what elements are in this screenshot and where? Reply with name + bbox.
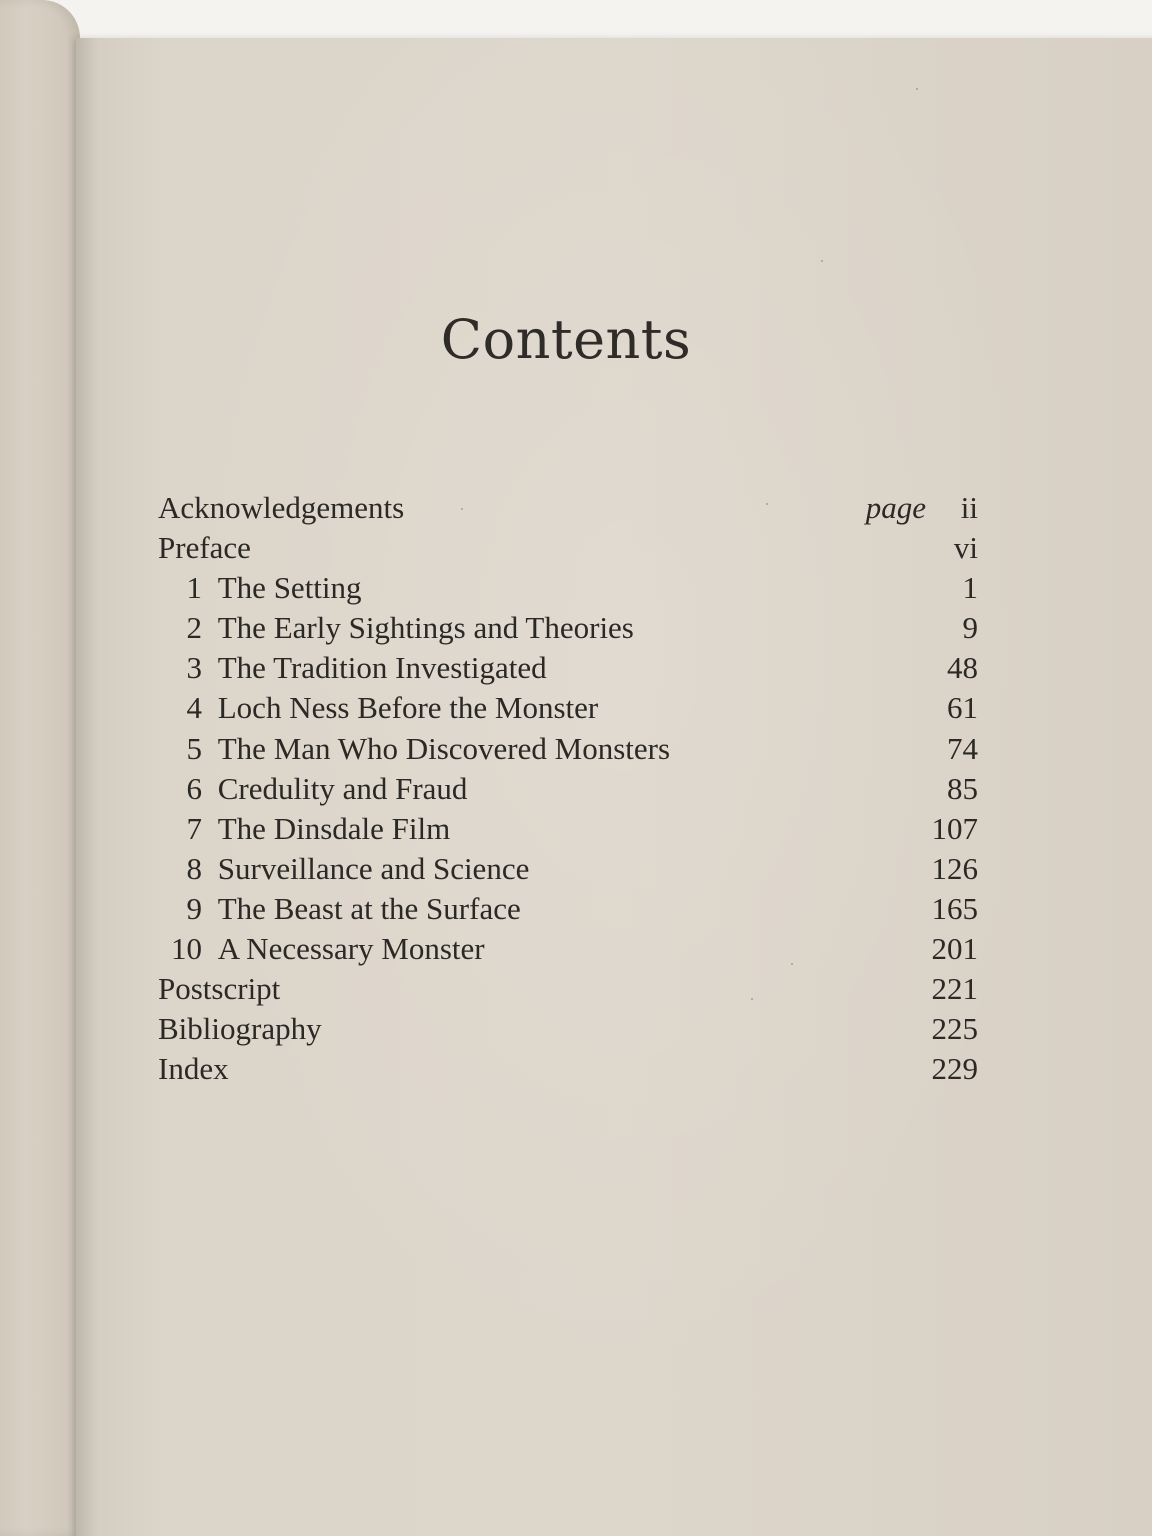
toc-page-number: 61 bbox=[947, 690, 978, 726]
toc-page-number: ii bbox=[960, 490, 978, 525]
toc-title: The Beast at the Surface bbox=[217, 890, 521, 926]
toc-number: 5 bbox=[186, 730, 202, 766]
toc-row-preface bbox=[158, 528, 978, 568]
toc-row-chapter-1 bbox=[158, 568, 978, 608]
toc-row-chapter-9 bbox=[158, 889, 978, 929]
toc-number: 3 bbox=[186, 650, 202, 686]
toc-title: Postscript bbox=[158, 971, 281, 1007]
toc-title: The Setting bbox=[217, 570, 362, 606]
toc-page-number: vi bbox=[953, 530, 978, 566]
paper-speck bbox=[916, 88, 918, 90]
toc-page-number: 126 bbox=[931, 850, 978, 886]
table-of-contents bbox=[158, 488, 978, 1089]
toc-number: 1 bbox=[186, 570, 202, 606]
page-gutter-shadow bbox=[76, 38, 98, 1536]
toc-page-number: 221 bbox=[931, 971, 978, 1007]
book-page bbox=[76, 38, 1152, 1536]
toc-number: 7 bbox=[186, 810, 202, 846]
toc-title: Index bbox=[158, 1051, 229, 1087]
toc-number: 4 bbox=[186, 690, 202, 726]
toc-page-number: 48 bbox=[947, 650, 978, 686]
toc-page-number: 1 bbox=[962, 570, 978, 606]
toc-title: The Dinsdale Film bbox=[217, 810, 451, 846]
toc-row-chapter-3 bbox=[158, 648, 978, 688]
toc-row-chapter-4 bbox=[158, 688, 978, 728]
toc-number: 6 bbox=[186, 770, 202, 806]
toc-row-acknowledgements bbox=[158, 488, 978, 528]
toc-title: The Early Sightings and Theories bbox=[217, 610, 634, 646]
paper-speck bbox=[791, 963, 793, 965]
toc-title: Acknowledgements bbox=[158, 490, 405, 525]
toc-title: Bibliography bbox=[158, 1011, 322, 1047]
toc-number: 10 bbox=[171, 931, 202, 967]
toc-page-number: 229 bbox=[931, 1051, 978, 1087]
toc-page-number: 9 bbox=[962, 610, 978, 646]
toc-row-chapter-7 bbox=[158, 809, 978, 849]
toc-page-number: 74 bbox=[947, 730, 978, 766]
paper-speck bbox=[821, 260, 823, 262]
toc-page-number: 201 bbox=[931, 931, 978, 967]
toc-title: Surveillance and Science bbox=[217, 850, 530, 886]
toc-row-chapter-5 bbox=[158, 729, 978, 769]
toc-row-chapter-8 bbox=[158, 849, 978, 889]
toc-title: Preface bbox=[158, 530, 251, 566]
toc-row-index bbox=[158, 1049, 978, 1089]
toc-title: Credulity and Fraud bbox=[217, 770, 468, 806]
toc-title: A Necessary Monster bbox=[217, 931, 485, 967]
page-label: page bbox=[865, 490, 926, 525]
toc-title: The Man Who Discovered Monsters bbox=[217, 730, 671, 766]
toc-row-chapter-2 bbox=[158, 608, 978, 648]
toc-number: 2 bbox=[186, 610, 202, 646]
toc-number: 9 bbox=[186, 890, 202, 926]
paper-speck bbox=[461, 508, 463, 510]
toc-row-chapter-6 bbox=[158, 769, 978, 809]
toc-page-number: 225 bbox=[931, 1011, 978, 1047]
page-title: Contents bbox=[440, 308, 692, 371]
toc-page-number: 165 bbox=[931, 890, 978, 926]
toc-title: Loch Ness Before the Monster bbox=[217, 690, 599, 726]
toc-row-bibliography bbox=[158, 1009, 978, 1049]
toc-number: 8 bbox=[186, 850, 202, 886]
paper-speck bbox=[751, 998, 753, 1000]
paper-speck bbox=[766, 503, 768, 505]
toc-page-number: 85 bbox=[947, 770, 978, 806]
toc-title: The Tradition Investigated bbox=[217, 650, 547, 686]
toc-row-postscript bbox=[158, 969, 978, 1009]
left-page-edge bbox=[0, 0, 80, 1536]
toc-page-number: 107 bbox=[931, 810, 978, 846]
toc-row-chapter-10 bbox=[158, 929, 978, 969]
